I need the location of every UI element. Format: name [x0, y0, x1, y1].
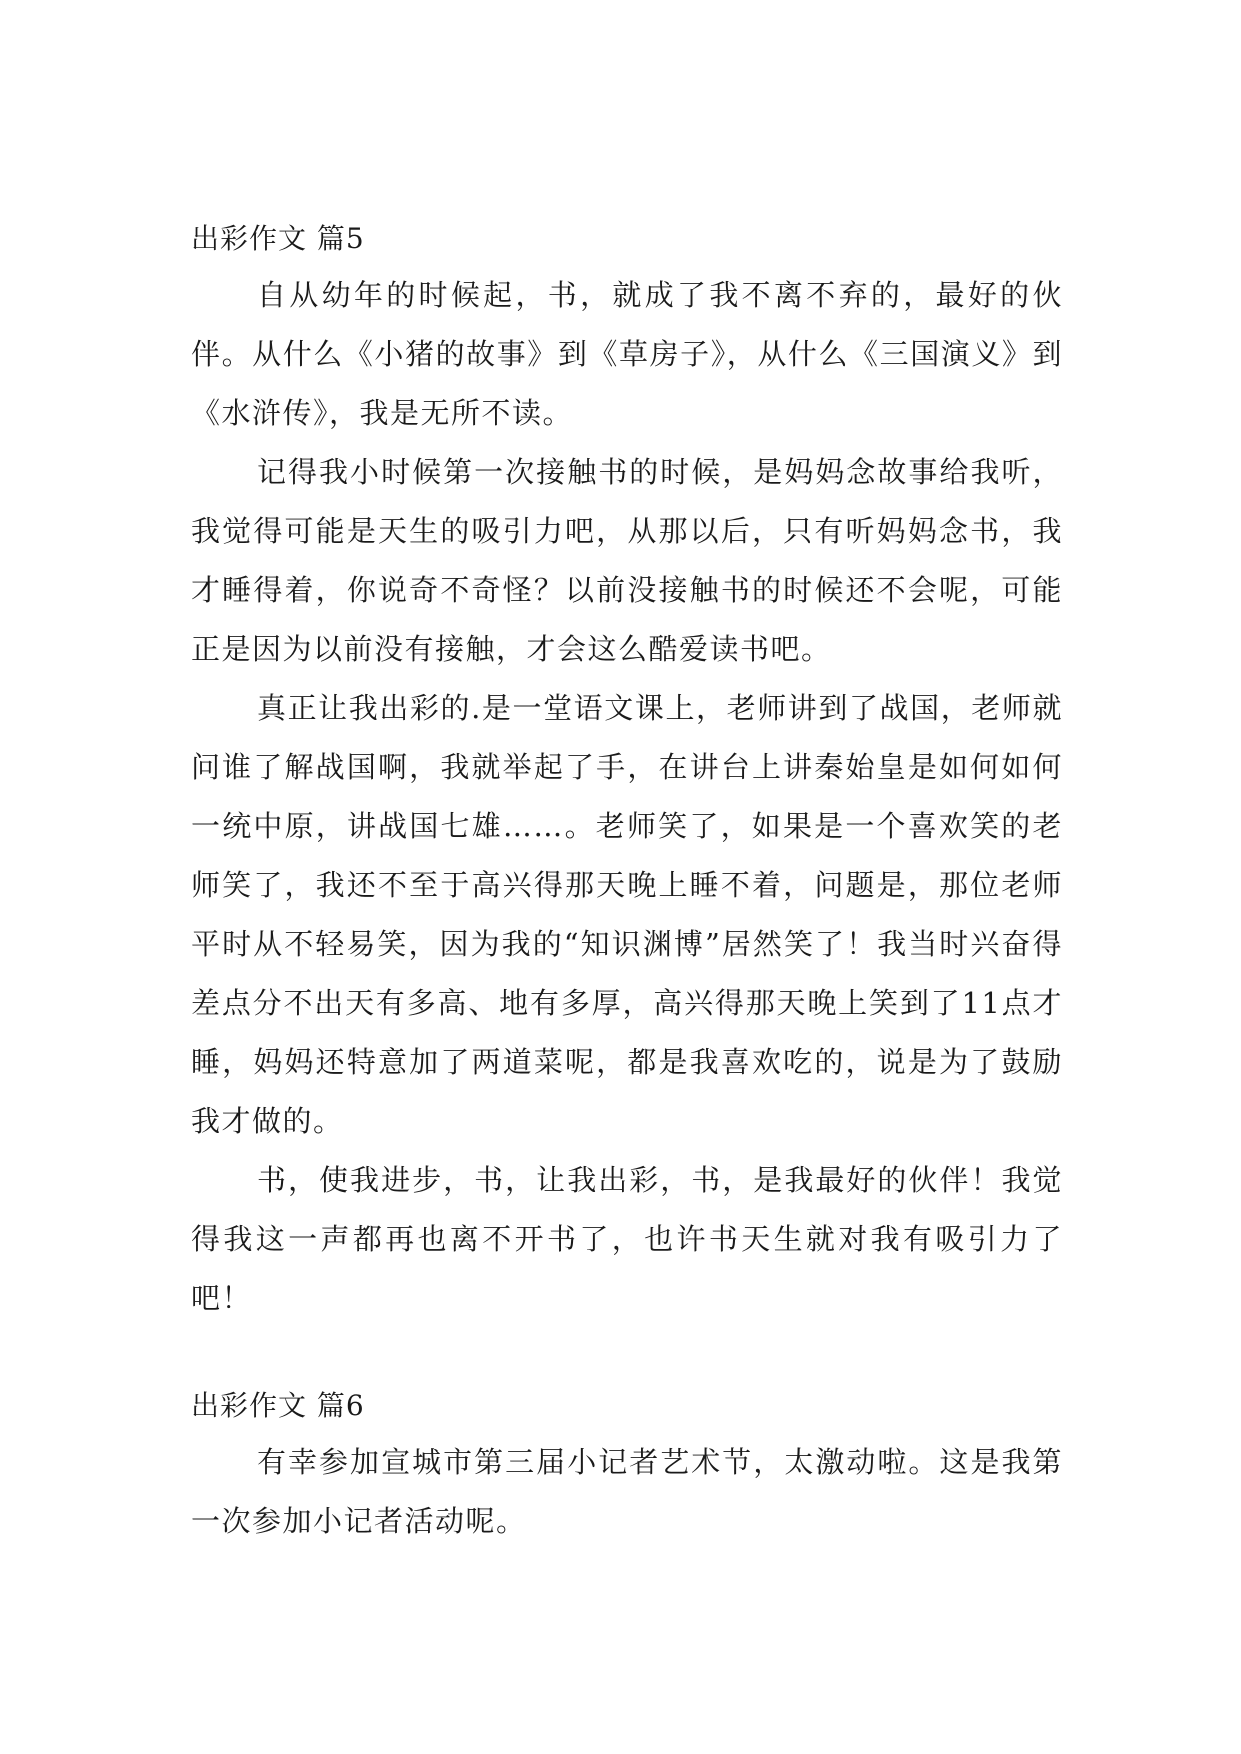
essay-paragraph: 书，使我进步，书，让我出彩，书，是我最好的伙伴！我觉得我这一声都再也离不开书了，也许书天生就对我有吸引力了吧！ — [191, 1163, 1063, 1315]
essay-paragraph: 真正让我出彩的.是一堂语文课上，老师讲到了战国，老师就问谁了解战国啊，我就举起了手，在讲台上讲秦始皇是如何如何一统中原，讲战国七雄……。老师笑了，如果是一个喜欢笑的老师笑了，我还不至于高兴得那天晚上睡不着，问题是，那位老师平时从不轻易笑，因为我的“知识渊博”居然笑了！我当时兴奋得差点分不出天有多高、地有多厚，高兴得那天晚上笑到了11点才睡，妈妈还特意加了两道菜呢，都是我喜欢吃的，说是为了鼓励我才做的。 — [191, 691, 1063, 1138]
essay-section-6 — [191, 1388, 1063, 1551]
essay-paragraph: 有幸参加宣城市第三届小记者艺术节，太激动啦。这是我第一次参加小记者活动呢。 — [191, 1445, 1063, 1538]
essay-paragraph: 记得我小时候第一次接触书的时候，是妈妈念故事给我听，我觉得可能是天生的吸引力吧，从那以后，只有听妈妈念书，我才睡得着，你说奇不奇怪？以前没接触书的时候还不会呢，可能正是因为以前没有接触，才会这么酷爱读书吧。 — [191, 455, 1063, 666]
essay-section-5 — [191, 221, 1063, 1328]
essay-paragraph: 自从幼年的时候起，书，就成了我不离不弃的，最好的伙伴。从什么《小猪的故事》到《草房子》，从什么《三国演义》到《水浒传》，我是无所不读。 — [191, 278, 1063, 430]
essay-heading: 出彩作文 篇6 — [191, 1389, 365, 1422]
essay-heading: 出彩作文 篇5 — [191, 222, 365, 255]
